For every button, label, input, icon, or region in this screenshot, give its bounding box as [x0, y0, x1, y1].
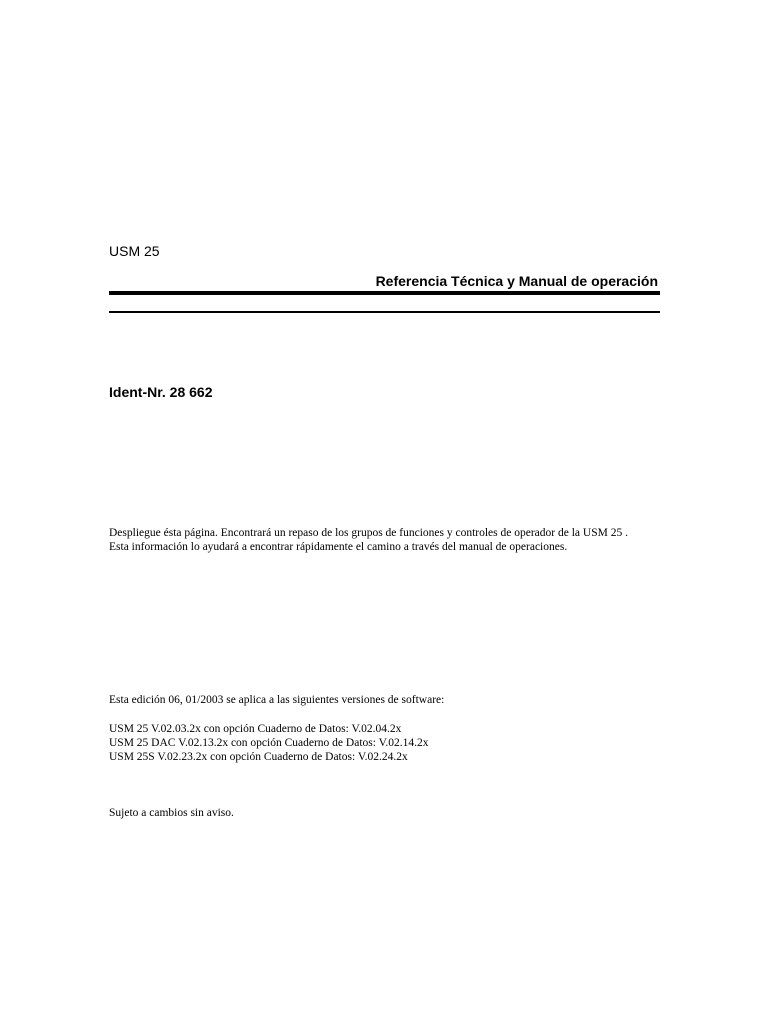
intro-paragraph	[109, 526, 649, 554]
intro-line-2: Esta información lo ayudará a encontrar rápidamente el camino a través del manual de operaciones.	[109, 541, 568, 553]
edition-statement: Esta edición 06, 01/2003 se aplica a las siguientes versiones de software:	[109, 694, 445, 706]
document-title: Referencia Técnica y Manual de operación	[375, 273, 658, 289]
change-notice: Sujeto a cambios sin aviso.	[109, 807, 234, 819]
ident-number: Ident-Nr. 28 662	[109, 384, 213, 400]
version-line: USM 25 V.02.03.2x con opción Cuaderno de Datos: V.02.04.2x	[109, 723, 402, 735]
thick-divider	[109, 291, 660, 295]
version-line: USM 25S V.02.23.2x con opción Cuaderno de Datos: V.02.24.2x	[109, 751, 408, 763]
product-name: USM 25	[109, 243, 160, 259]
version-line: USM 25 DAC V.02.13.2x con opción Cuaderno de Datos: V.02.14.2x	[109, 737, 429, 749]
intro-line-1: Despliegue ésta página. Encontrará un repaso de los grupos de funciones y controles de operador de la USM 25 .	[109, 527, 628, 539]
thin-divider	[109, 311, 660, 313]
software-versions-list	[109, 722, 429, 764]
